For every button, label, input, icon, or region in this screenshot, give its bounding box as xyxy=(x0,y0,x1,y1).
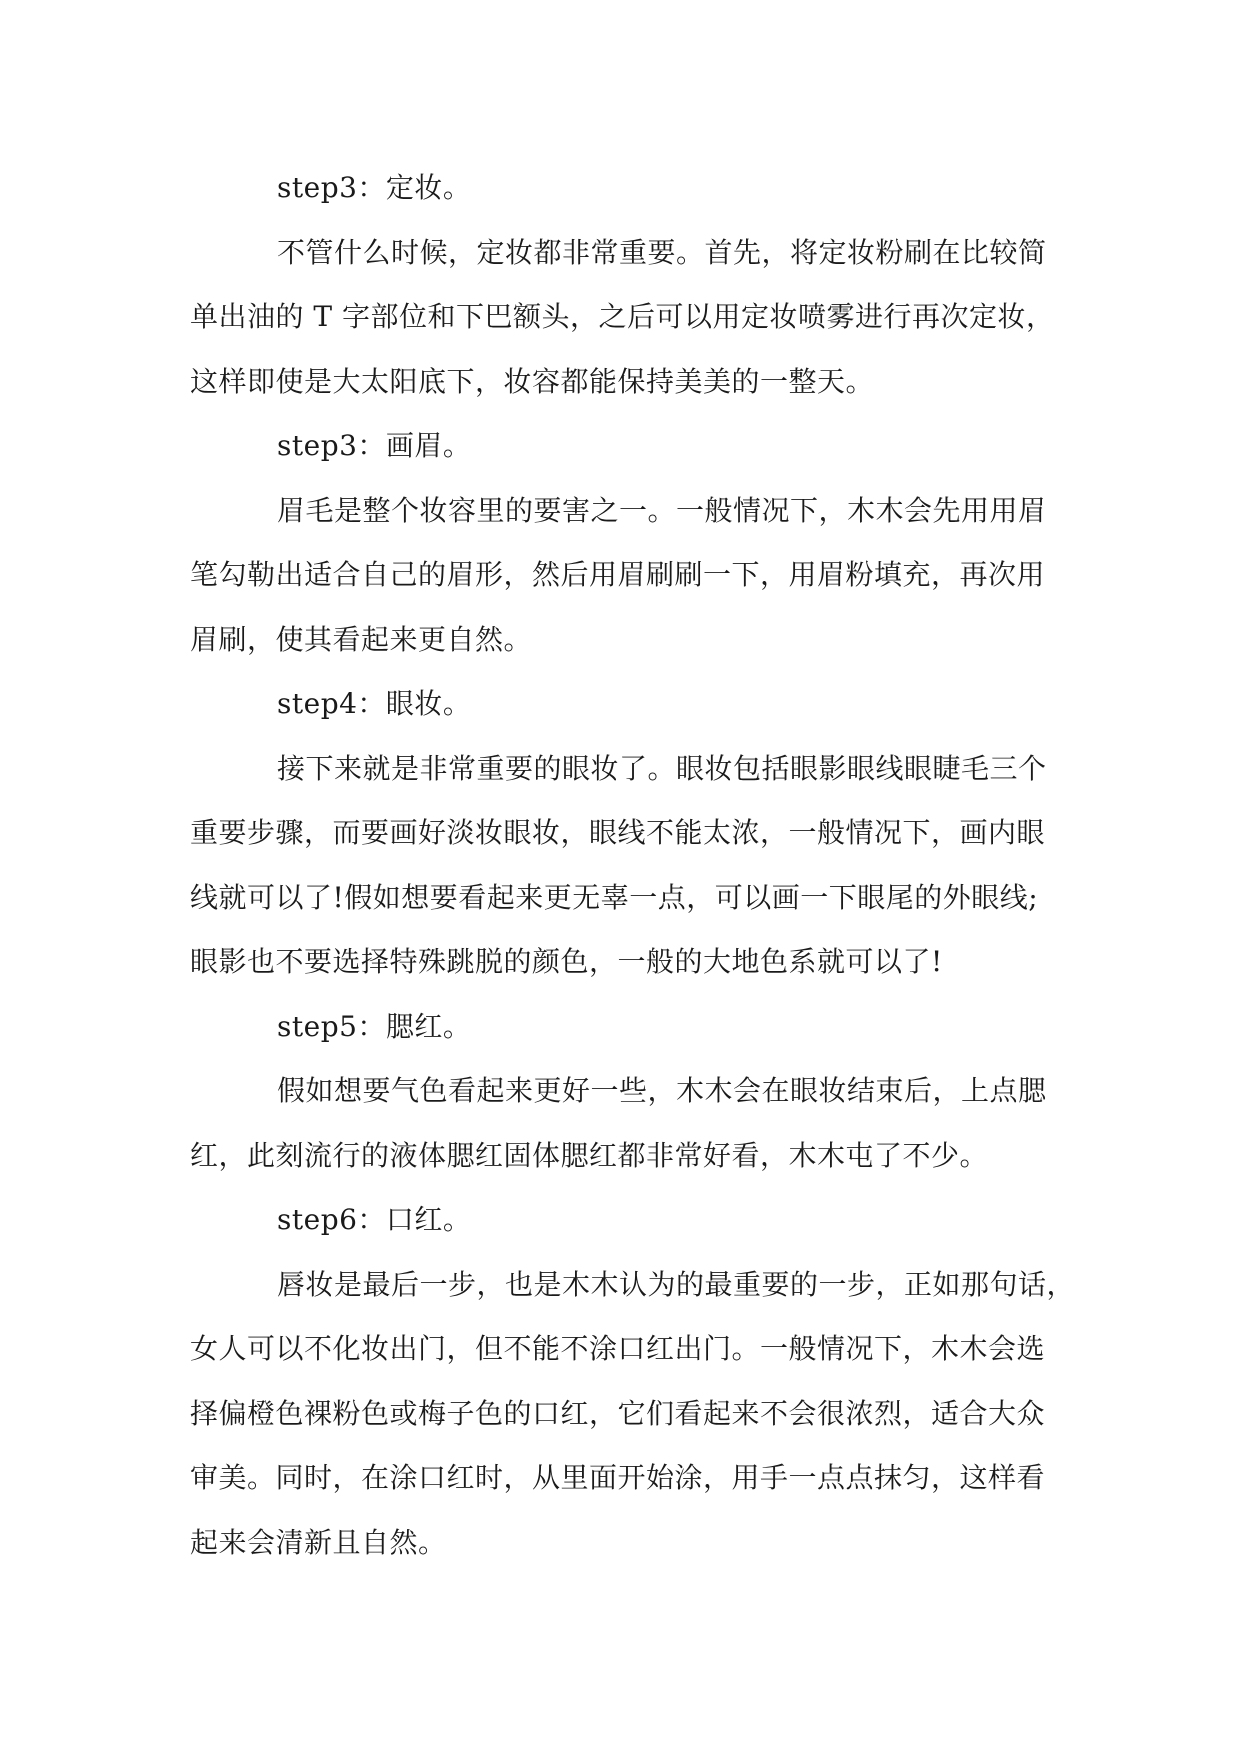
paragraph-line: 起来会清新且自然。 xyxy=(190,1525,447,1559)
paragraph-line: 审美。同时，在涂口红时，从里面开始涂，用手一点点抹匀，这样看 xyxy=(190,1461,1046,1494)
paragraph-line: 眼影也不要选择特殊跳脱的颜色，一般的大地色系就可以了! xyxy=(190,945,943,978)
paragraph-line: 红，此刻流行的液体腮红固体腮红都非常好看，木木屯了不少。 xyxy=(190,1138,989,1172)
heading-step6-lipstick: step6：口红。 xyxy=(277,1203,472,1236)
paragraph-line: 女人可以不化妆出门，但不能不涂口红出门。一般情况下，木木会选 xyxy=(190,1332,1046,1365)
paragraph-line: 线就可以了!假如想要看起来更无辜一点，可以画一下眼尾的外眼线; xyxy=(190,880,1039,914)
paragraph-line: 重要步骤，而要画好淡妆眼妆，眼线不能太浓，一般情况下，画内眼 xyxy=(190,816,1046,849)
paragraph-line: 笔勾勒出适合自己的眉形，然后用眉刷刷一下，用眉粉填充，再次用 xyxy=(190,558,1046,591)
paragraph-line: 单出油的 T 字部位和下巴额头，之后可以用定妆喷雾进行再次定妆， xyxy=(190,300,1055,333)
paragraph-line: 不管什么时候，定妆都非常重要。首先，将定妆粉刷在比较简 xyxy=(277,235,1047,269)
paragraph-line: 接下来就是非常重要的眼妆了。眼妆包括眼影眼线眼睫毛三个 xyxy=(277,751,1047,785)
paragraph-line: 眉刷，使其看起来更自然。 xyxy=(190,622,533,656)
heading-step3-setting: step3：定妆。 xyxy=(277,171,472,204)
document-body xyxy=(190,156,1076,1575)
heading-step4-eyes: step4：眼妆。 xyxy=(277,687,472,720)
paragraph-line: 假如想要气色看起来更好一些，木木会在眼妆结束后，上点腮 xyxy=(277,1074,1047,1107)
paragraph-line: 眉毛是整个妆容里的要害之一。一般情况下，木木会先用用眉 xyxy=(277,493,1047,527)
paragraph-line: 唇妆是最后一步，也是木木认为的最重要的一步，正如那句话， xyxy=(277,1267,1076,1301)
heading-step3-brows: step3：画眉。 xyxy=(277,429,472,462)
heading-step5-blush: step5：腮红。 xyxy=(277,1009,472,1043)
paragraph-line: 这样即使是大太阳底下，妆容都能保持美美的一整天。 xyxy=(190,364,875,398)
paragraph-line: 择偏橙色裸粉色或梅子色的口红，它们看起来不会很浓烈，适合大众 xyxy=(190,1396,1046,1430)
